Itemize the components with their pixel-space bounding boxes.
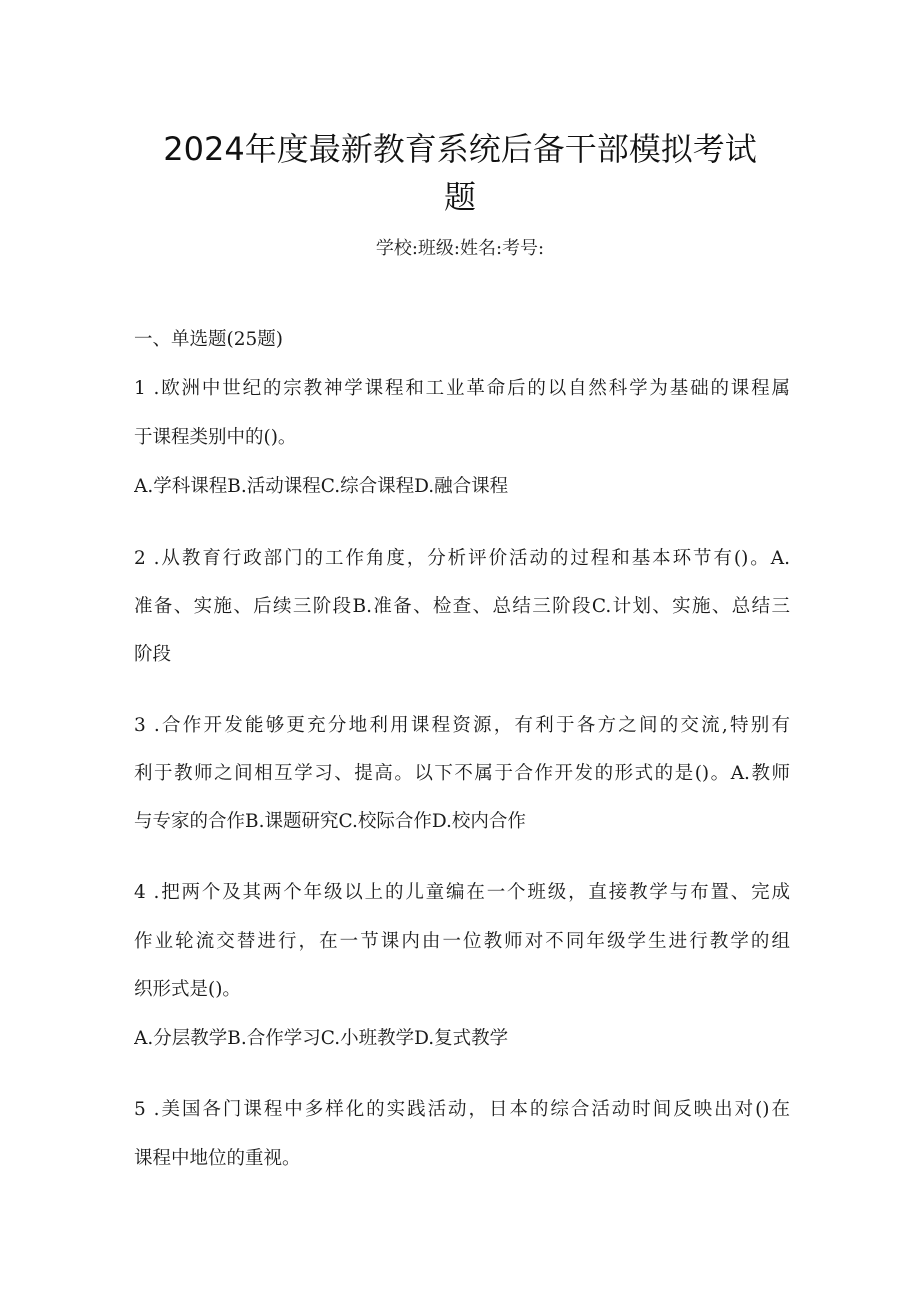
question-2-line-3: 阶段	[134, 644, 172, 665]
question-5-line-2: 课程中地位的重视。	[134, 1148, 301, 1169]
question-1-options: A.学科课程B.活动课程C.综合课程D.融合课程	[134, 476, 509, 497]
question-4-line-3: 织形式是()。	[134, 979, 241, 1000]
question-3-line-1: 3 .合作开发能够更充分地利用课程资源，有利于各方之间的交流,特别有	[134, 715, 790, 736]
question-4-line-1: 4 .把两个及其两个年级以上的儿童编在一个班级，直接教学与布置、完成	[134, 882, 790, 903]
question-5-line-1: 5 .美国各门课程中多样化的实践活动，日本的综合活动时间反映出对()在	[134, 1099, 790, 1120]
question-1-line-1: 1 .欧洲中世纪的宗教神学课程和工业革命后的以自然科学为基础的课程属	[134, 378, 790, 399]
question-2-line-1: 2 .从教育行政部门的工作角度，分析评价活动的过程和基本环节有()。A.	[134, 548, 790, 569]
question-3-line-2: 利于教师之间相互学习、提高。以下不属于合作开发的形式的是()。A.教师	[134, 763, 790, 784]
question-3-line-3: 与专家的合作B.课题研究C.校际合作D.校内合作	[134, 811, 526, 832]
section-heading: 一、单选题(25题)	[134, 329, 283, 350]
student-info-line: 学校:班级:姓名:考号:	[375, 238, 545, 259]
document-title-line-2: 题	[443, 178, 476, 216]
question-2-line-2: 准备、实施、后续三阶段B.准备、检查、总结三阶段C.计划、实施、总结三	[134, 596, 790, 617]
question-1-line-2: 于课程类别中的()。	[134, 427, 297, 448]
document-title-line-1: 2024年度最新教育系统后备干部模拟考试	[163, 130, 757, 168]
question-4-line-2: 作业轮流交替进行，在一节课内由一位教师对不同年级学生进行教学的组	[134, 931, 790, 952]
question-4-options: A.分层教学B.合作学习C.小班教学D.复式教学	[134, 1028, 509, 1049]
